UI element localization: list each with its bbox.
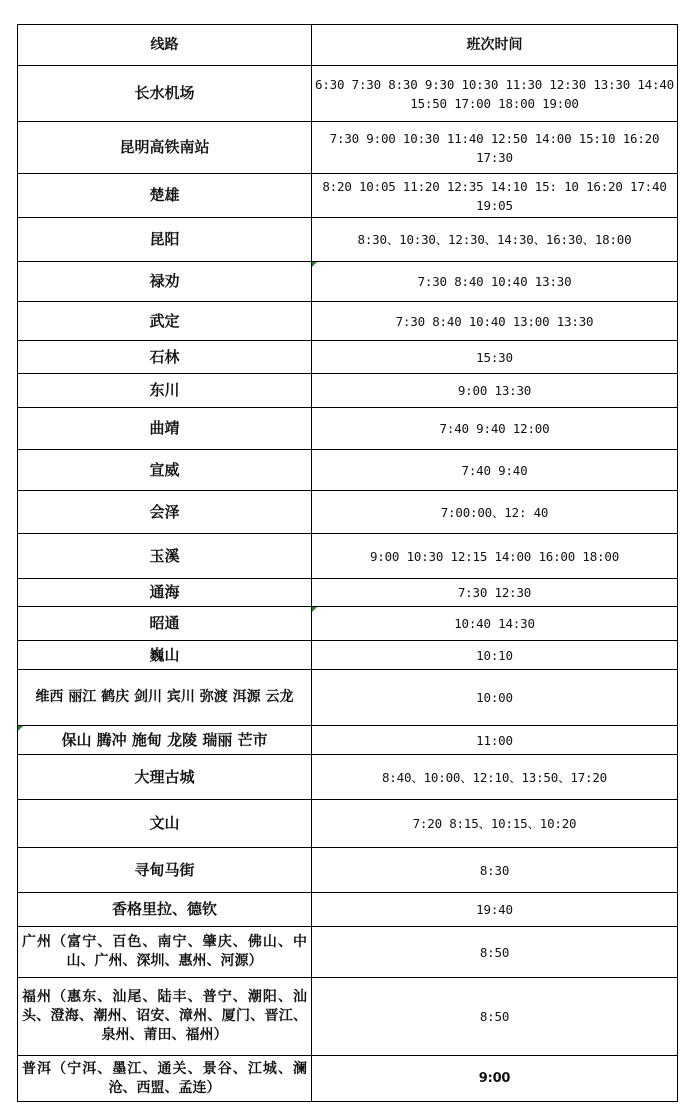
route-cell: 文山 [18,800,312,848]
times-cell: 7:40 9:40 [312,450,678,491]
route-cell: 楚雄 [18,174,312,218]
times-cell: 7:30 12:30 [312,579,678,607]
time-column-header: 班次时间 [312,25,678,66]
table-row [18,262,678,302]
times-cell: 15:30 [312,341,678,374]
route-cell: 香格里拉、德钦 [18,893,312,927]
table-row [18,893,678,927]
route-cell: 维西 丽江 鹤庆 剑川 宾川 弥渡 洱源 云龙 [18,670,312,726]
times-cell: 6:30 7:30 8:30 9:30 10:30 11:30 12:30 13:30 14:40 15:50 17:00 18:00 19:00 [312,66,678,122]
table-row [18,670,678,726]
table-row [18,218,678,262]
times-cell: 8:40、10:00、12:10、13:50、17:20 [312,755,678,800]
table-row [18,1056,678,1102]
table-row [18,755,678,800]
route-cell: 昭通 [18,607,312,641]
times-cell: 7:00:00、12: 40 [312,491,678,534]
times-cell: 8:50 [312,927,678,978]
table-row [18,66,678,122]
table-row [18,534,678,579]
times-cell: 11:00 [312,726,678,755]
table-row [18,302,678,341]
route-cell: 玉溪 [18,534,312,579]
route-cell: 昆阳 [18,218,312,262]
times-cell: 8:30 [312,848,678,893]
times-cell: 8:30、10:30、12:30、14:30、16:30、18:00 [312,218,678,262]
times-cell: 10:40 14:30 [312,607,678,641]
route-cell: 普洱（宁洱、墨江、通关、景谷、江城、澜沧、西盟、孟连） [18,1056,312,1102]
table-row [18,450,678,491]
times-cell: 7:20 8:15、10:15、10:20 [312,800,678,848]
table-row [18,491,678,534]
route-cell: 保山 腾冲 施甸 龙陵 瑞丽 芒市 [18,726,312,755]
route-cell: 寻甸马街 [18,848,312,893]
route-cell: 禄劝 [18,262,312,302]
route-cell: 东川 [18,374,312,408]
table-row [18,408,678,450]
route-cell: 通海 [18,579,312,607]
times-cell: 10:00 [312,670,678,726]
route-cell: 巍山 [18,641,312,670]
header-row [18,25,678,66]
route-cell: 宣威 [18,450,312,491]
times-cell: 8:20 10:05 11:20 12:35 14:10 15: 10 16:20 17:40 19:05 [312,174,678,218]
table-row [18,374,678,408]
times-cell: 7:30 8:40 10:40 13:00 13:30 [312,302,678,341]
table-row [18,579,678,607]
times-cell: 7:40 9:40 12:00 [312,408,678,450]
times-cell: 9:00 10:30 12:15 14:00 16:00 18:00 [312,534,678,579]
table-row [18,607,678,641]
table-row [18,848,678,893]
table-row [18,800,678,848]
table-row [18,927,678,978]
table-row [18,978,678,1056]
times-cell: 7:30 9:00 10:30 11:40 12:50 14:00 15:10 16:20 17:30 [312,122,678,174]
route-cell: 石林 [18,341,312,374]
route-cell: 大理古城 [18,755,312,800]
route-column-header: 线路 [18,25,312,66]
table-row [18,174,678,218]
times-cell: 7:30 8:40 10:40 13:30 [312,262,678,302]
route-cell: 武定 [18,302,312,341]
times-cell: 8:50 [312,978,678,1056]
times-cell: 10:10 [312,641,678,670]
table-row [18,726,678,755]
route-cell: 会泽 [18,491,312,534]
table-row [18,122,678,174]
route-cell: 曲靖 [18,408,312,450]
bus-schedule-table [17,24,678,1102]
table-row [18,341,678,374]
times-cell: 19:40 [312,893,678,927]
table-row [18,641,678,670]
route-cell: 福州（惠东、汕尾、陆丰、普宁、潮阳、汕头、澄海、潮州、诏安、漳州、厦门、晋江、泉州、莆田、福州） [18,978,312,1056]
times-cell: 9:00 13:30 [312,374,678,408]
route-cell: 长水机场 [18,66,312,122]
route-cell: 昆明高铁南站 [18,122,312,174]
times-cell: 9:00 [312,1056,678,1102]
route-cell: 广州（富宁、百色、南宁、肇庆、佛山、中山、广州、深圳、惠州、河源） [18,927,312,978]
